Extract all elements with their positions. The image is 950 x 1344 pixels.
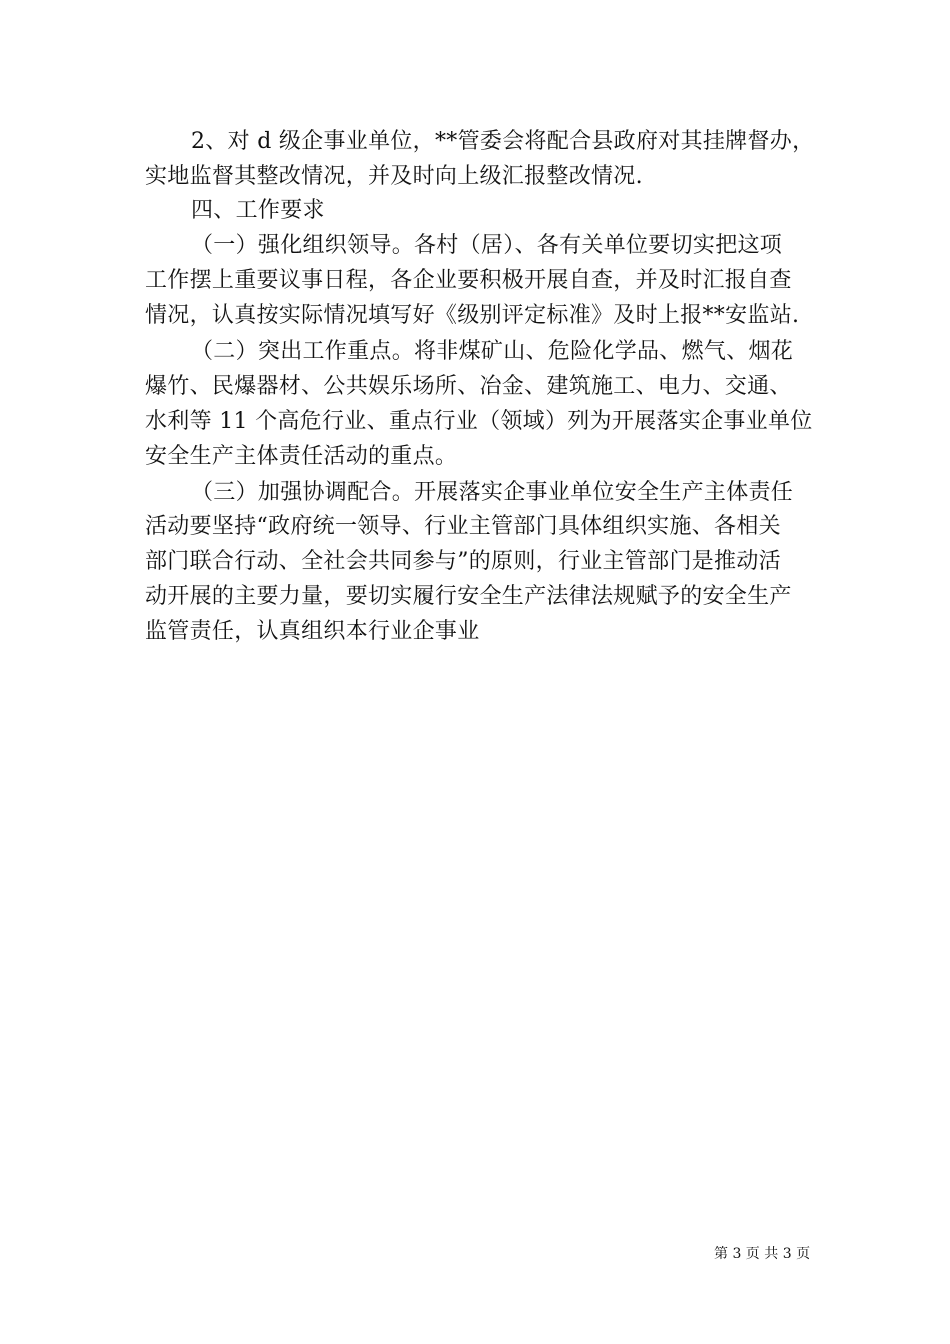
paragraph-line: 监管责任，认真组织本行业企事业 (145, 619, 480, 644)
paragraph-line: 部门联合行动、全社会共同参与”的原则，行业主管部门是推动活 (145, 549, 781, 574)
paragraph-line: （三）加强协调配合。开展落实企事业单位安全生产主体责任 (191, 480, 794, 505)
paragraph-line: 动开展的主要力量，要切实履行安全生产法律法规赋予的安全生产 (145, 584, 792, 609)
paragraph-line: 安全生产主体责任活动的重点。 (145, 444, 458, 469)
page-number: 第 3 页 共 3 页 (714, 1246, 811, 1262)
paragraph-line: （一）强化组织领导。各村（居）、各有关单位要切实把这项 (191, 233, 783, 258)
paragraph-line: 2、对 d 级企事业单位，**管委会将配合县政府对其挂牌督办， (191, 129, 815, 154)
paragraph-line: 爆竹、民爆器材、公共娱乐场所、冶金、建筑施工、电力、交通、 (145, 374, 792, 399)
paragraph-line: 活动要坚持“政府统一领导、行业主管部门具体组织实施、各相关 (145, 514, 781, 539)
paragraph-line: 实地监督其整改情况，并及时向上级汇报整改情况. (145, 164, 643, 189)
section-heading: 四、工作要求 (191, 198, 325, 223)
paragraph-line: （二）突出工作重点。将非煤矿山、危险化学品、燃气、烟花 (191, 339, 794, 364)
paragraph-line: 情况，认真按实际情况填写好《级别评定标准》及时上报**安监站. (145, 303, 800, 328)
paragraph-line: 工作摆上重要议事日程，各企业要积极开展自查，并及时汇报自查 (145, 268, 792, 293)
paragraph-line: 水利等 11 个高危行业、重点行业（领域）列为开展落实企事业单位 (145, 409, 813, 434)
